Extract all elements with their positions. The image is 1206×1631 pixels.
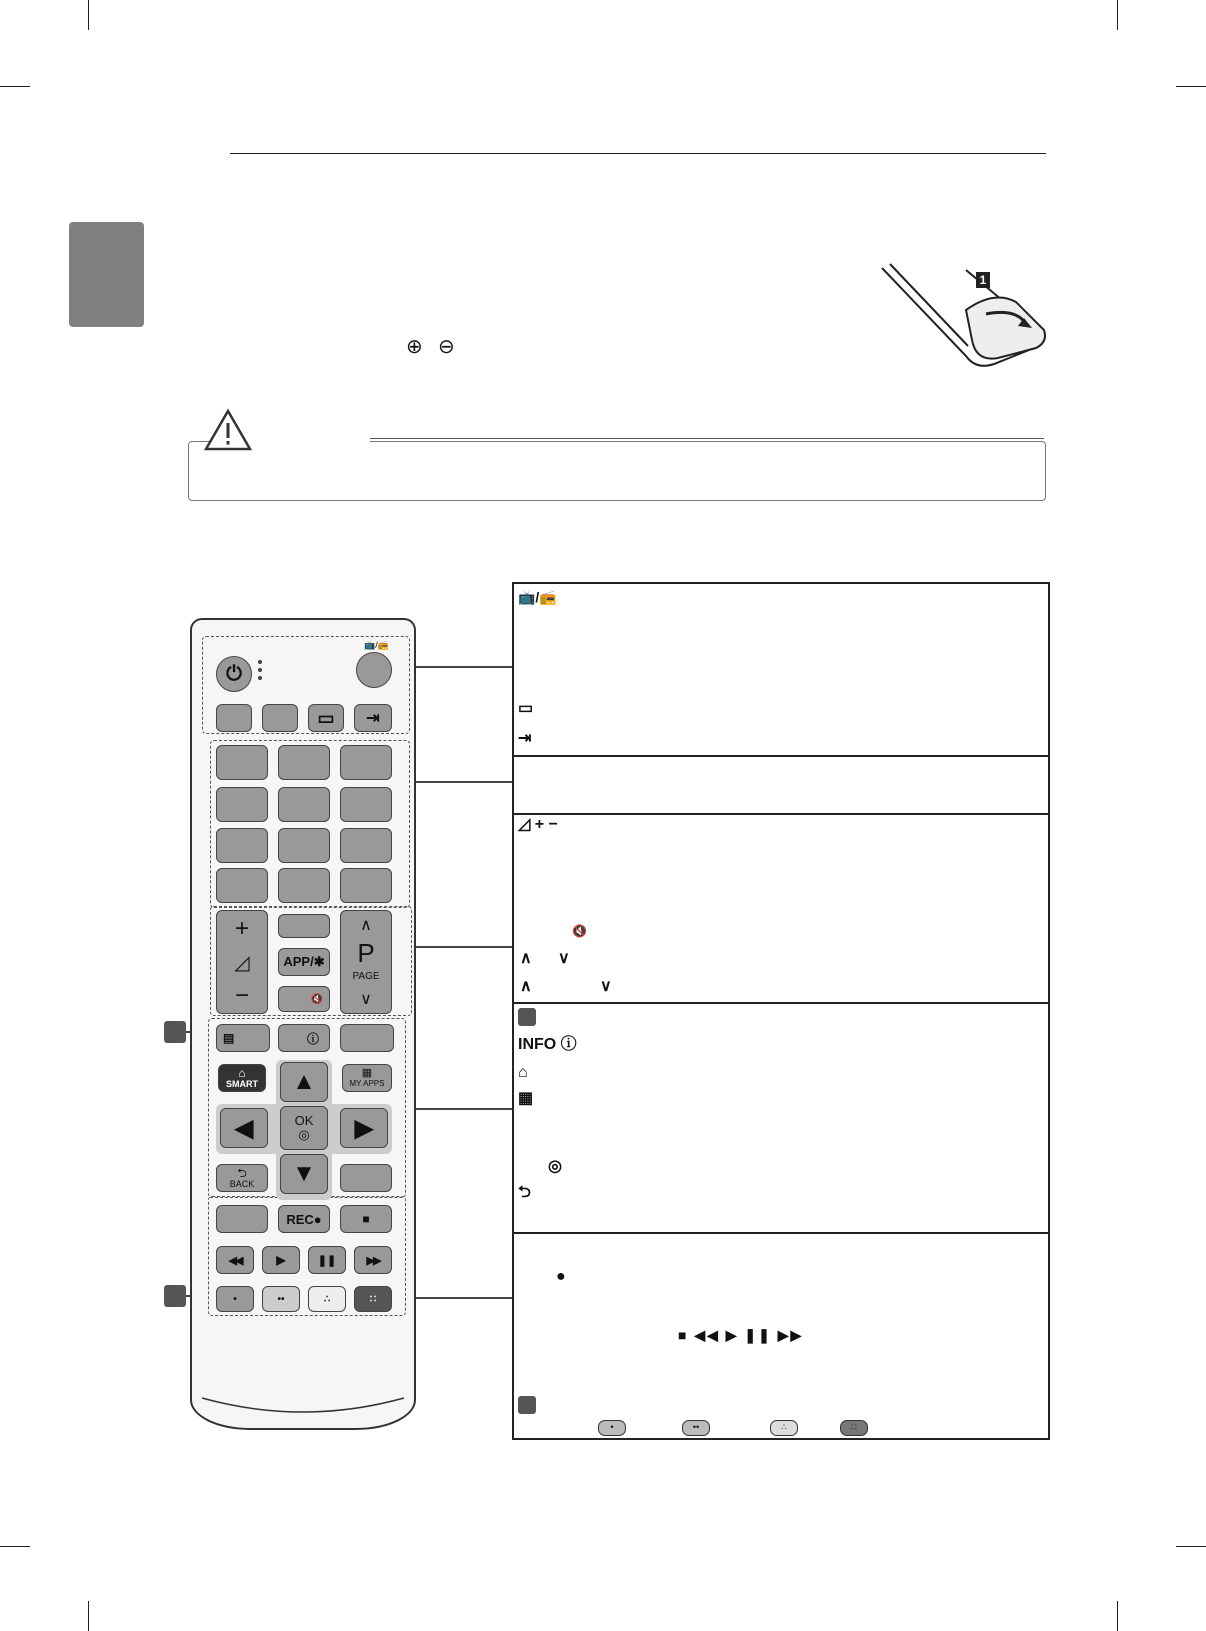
tv-rad-label: 📺/📻 <box>364 640 389 650</box>
number-key[interactable] <box>278 828 330 863</box>
left-button[interactable] <box>220 1108 268 1148</box>
panel-divider <box>514 1002 1048 1004</box>
yellow-key-icon: ∴ <box>770 1420 798 1436</box>
back-icon: ⮌ <box>237 1166 247 1180</box>
crop-mark <box>1176 86 1206 87</box>
ratio-button[interactable] <box>308 704 344 732</box>
blue-key-icon: ∷ <box>840 1420 868 1436</box>
playback-icons: ■ ◀◀ ▶ ❚❚ ▶▶ <box>678 1327 804 1343</box>
down-button[interactable] <box>280 1154 328 1194</box>
volume-rocker[interactable] <box>216 910 268 1014</box>
channel-rocker[interactable] <box>340 910 392 1014</box>
fast-forward-icon: ▶▶ <box>366 1254 380 1267</box>
fav-button[interactable] <box>278 914 330 938</box>
number-key[interactable] <box>340 745 392 780</box>
yellow-key-icon: ∴ <box>323 1293 331 1305</box>
live-tv-button[interactable] <box>216 1205 268 1233</box>
number-key[interactable] <box>216 787 268 822</box>
volume-icon: ◿ <box>234 951 250 974</box>
settings-button[interactable] <box>262 704 298 732</box>
list-key[interactable] <box>216 868 268 903</box>
tv-rad-button[interactable] <box>356 652 392 688</box>
crop-mark <box>1176 1546 1206 1547</box>
caution-line <box>370 438 1044 439</box>
q-view-key[interactable] <box>340 868 392 903</box>
mute-button[interactable] <box>278 986 330 1012</box>
marker-b <box>164 1285 186 1307</box>
ok-icon: ◎ <box>548 1158 562 1175</box>
back-label: BACK <box>229 1179 255 1189</box>
leader-line <box>410 666 512 668</box>
yellow-button[interactable] <box>308 1286 346 1312</box>
mute-icon: 🔇 <box>572 924 587 938</box>
number-key[interactable] <box>216 745 268 780</box>
volume-icon: ◿ + − <box>518 816 558 833</box>
blue-button[interactable] <box>354 1286 392 1312</box>
stop-button[interactable] <box>340 1205 392 1233</box>
panel-divider <box>514 813 1048 815</box>
indicator-dot <box>258 660 262 664</box>
crop-mark <box>0 1546 30 1547</box>
app-button[interactable] <box>278 948 330 976</box>
marker-a <box>164 1021 186 1043</box>
teletext-icon: ▤ <box>223 1031 235 1045</box>
battery-minus-icon: ⊖ <box>438 336 455 358</box>
up-arrow-icon: ▲ <box>292 1068 316 1095</box>
ok-icon: ◎ <box>298 1127 310 1142</box>
stop-icon: ■ <box>362 1212 370 1226</box>
crop-mark <box>0 86 30 87</box>
rec-button[interactable] <box>278 1205 330 1233</box>
input-icon: ⇥ <box>518 730 532 747</box>
play-button[interactable] <box>262 1246 300 1274</box>
red-key-icon: • <box>598 1420 626 1436</box>
description-panel <box>512 582 1050 1440</box>
teletext-button[interactable] <box>216 1024 270 1052</box>
ratio-icon: ▭ <box>518 700 534 717</box>
channel-down-icon: ∨ <box>558 950 570 967</box>
back-icon: ⮌ <box>518 1184 531 1201</box>
panel-divider <box>514 1232 1048 1234</box>
number-key[interactable] <box>278 868 330 903</box>
step-badge-label: 1 <box>979 273 987 287</box>
my-apps-icon: ▦ <box>361 1067 373 1079</box>
number-key[interactable] <box>340 828 392 863</box>
battery-plus-icon: ⊕ <box>406 336 423 358</box>
pause-button[interactable] <box>308 1246 346 1274</box>
blue-key-icon: ∷ <box>369 1293 377 1305</box>
channel-down-icon: ∨ <box>360 991 372 1009</box>
marker-b-icon <box>518 1396 536 1414</box>
up-button[interactable] <box>280 1062 328 1102</box>
volume-up-icon: + <box>234 914 249 942</box>
ok-label: OK <box>294 1113 314 1128</box>
info-icon: INFO ⓘ <box>518 1036 577 1053</box>
battery-cover-illustration <box>876 260 1056 380</box>
subtitle-button[interactable] <box>216 704 252 732</box>
leader-line <box>406 1108 512 1110</box>
play-icon: ▶ <box>276 1253 286 1267</box>
number-key[interactable] <box>340 787 392 822</box>
my-apps-label: MY APPS <box>349 1079 385 1088</box>
crop-mark <box>88 1601 89 1631</box>
green-key-icon: •• <box>682 1420 710 1436</box>
home-icon: ⌂ <box>238 1066 246 1080</box>
text-option-button[interactable] <box>340 1024 394 1052</box>
channel-up-icon: ∧ <box>360 916 372 934</box>
page-label: PAGE <box>352 971 380 983</box>
channel-up-icon: ∧ <box>520 950 532 967</box>
leader-line <box>410 781 512 783</box>
ratio-icon: ▭ <box>317 707 335 728</box>
rewind-icon: ◀◀ <box>228 1254 242 1267</box>
header-rule <box>230 153 1046 154</box>
pause-icon: ❚❚ <box>317 1254 337 1267</box>
my-apps-button[interactable] <box>342 1064 392 1092</box>
down-arrow-icon: ▼ <box>292 1160 316 1187</box>
input-icon: ⇥ <box>366 710 380 727</box>
step-badge <box>976 272 990 288</box>
input-button[interactable] <box>354 704 392 732</box>
info-icon: ⓘ <box>306 1031 319 1046</box>
green-button[interactable] <box>262 1286 300 1312</box>
smart-button[interactable] <box>218 1064 266 1092</box>
caution-box <box>188 441 1046 501</box>
fast-forward-button[interactable] <box>354 1246 392 1274</box>
rewind-button[interactable] <box>216 1246 254 1274</box>
page-up-icon: ∧ <box>520 978 532 995</box>
remote-bottom-curve <box>198 1396 408 1426</box>
number-key[interactable] <box>216 828 268 863</box>
app-label: APP/✱ <box>283 954 325 969</box>
leader-line <box>406 1297 512 1299</box>
marker-a-icon <box>518 1008 536 1026</box>
p-label: P <box>357 937 375 968</box>
rec-label: REC● <box>286 1211 322 1227</box>
warning-icon <box>204 408 252 452</box>
language-tab <box>69 222 144 327</box>
back-button[interactable] <box>216 1164 268 1192</box>
volume-down-icon: − <box>234 981 249 1009</box>
green-key-icon: •• <box>277 1293 285 1305</box>
crop-mark <box>88 0 89 30</box>
number-key[interactable] <box>278 745 330 780</box>
left-arrow-icon: ◀ <box>234 1114 254 1142</box>
crop-mark <box>1117 0 1118 30</box>
right-arrow-icon: ▶ <box>354 1114 374 1142</box>
leader-line <box>412 946 512 948</box>
record-icon: ● <box>556 1268 566 1285</box>
right-button[interactable] <box>340 1108 388 1148</box>
red-button[interactable] <box>216 1286 254 1312</box>
home-icon: ⌂ <box>518 1064 528 1081</box>
power-icon: ⏻ <box>226 662 242 685</box>
crop-mark <box>1117 1601 1118 1631</box>
ok-button[interactable] <box>280 1106 328 1150</box>
my-apps-icon: ▦ <box>518 1090 534 1107</box>
panel-divider <box>514 755 1048 757</box>
indicator-dot <box>258 676 262 680</box>
info-button[interactable] <box>278 1024 330 1052</box>
tv-radio-icon: 📺/📻 <box>518 589 557 605</box>
indicator-dot <box>258 668 262 672</box>
guide-button[interactable] <box>340 1164 392 1192</box>
number-key[interactable] <box>278 787 330 822</box>
red-key-icon: • <box>233 1293 237 1305</box>
smart-label: SMART <box>226 1079 258 1089</box>
power-button[interactable] <box>216 656 252 692</box>
mute-icon: 🔇 <box>310 993 323 1005</box>
page-down-icon: ∨ <box>600 978 612 995</box>
